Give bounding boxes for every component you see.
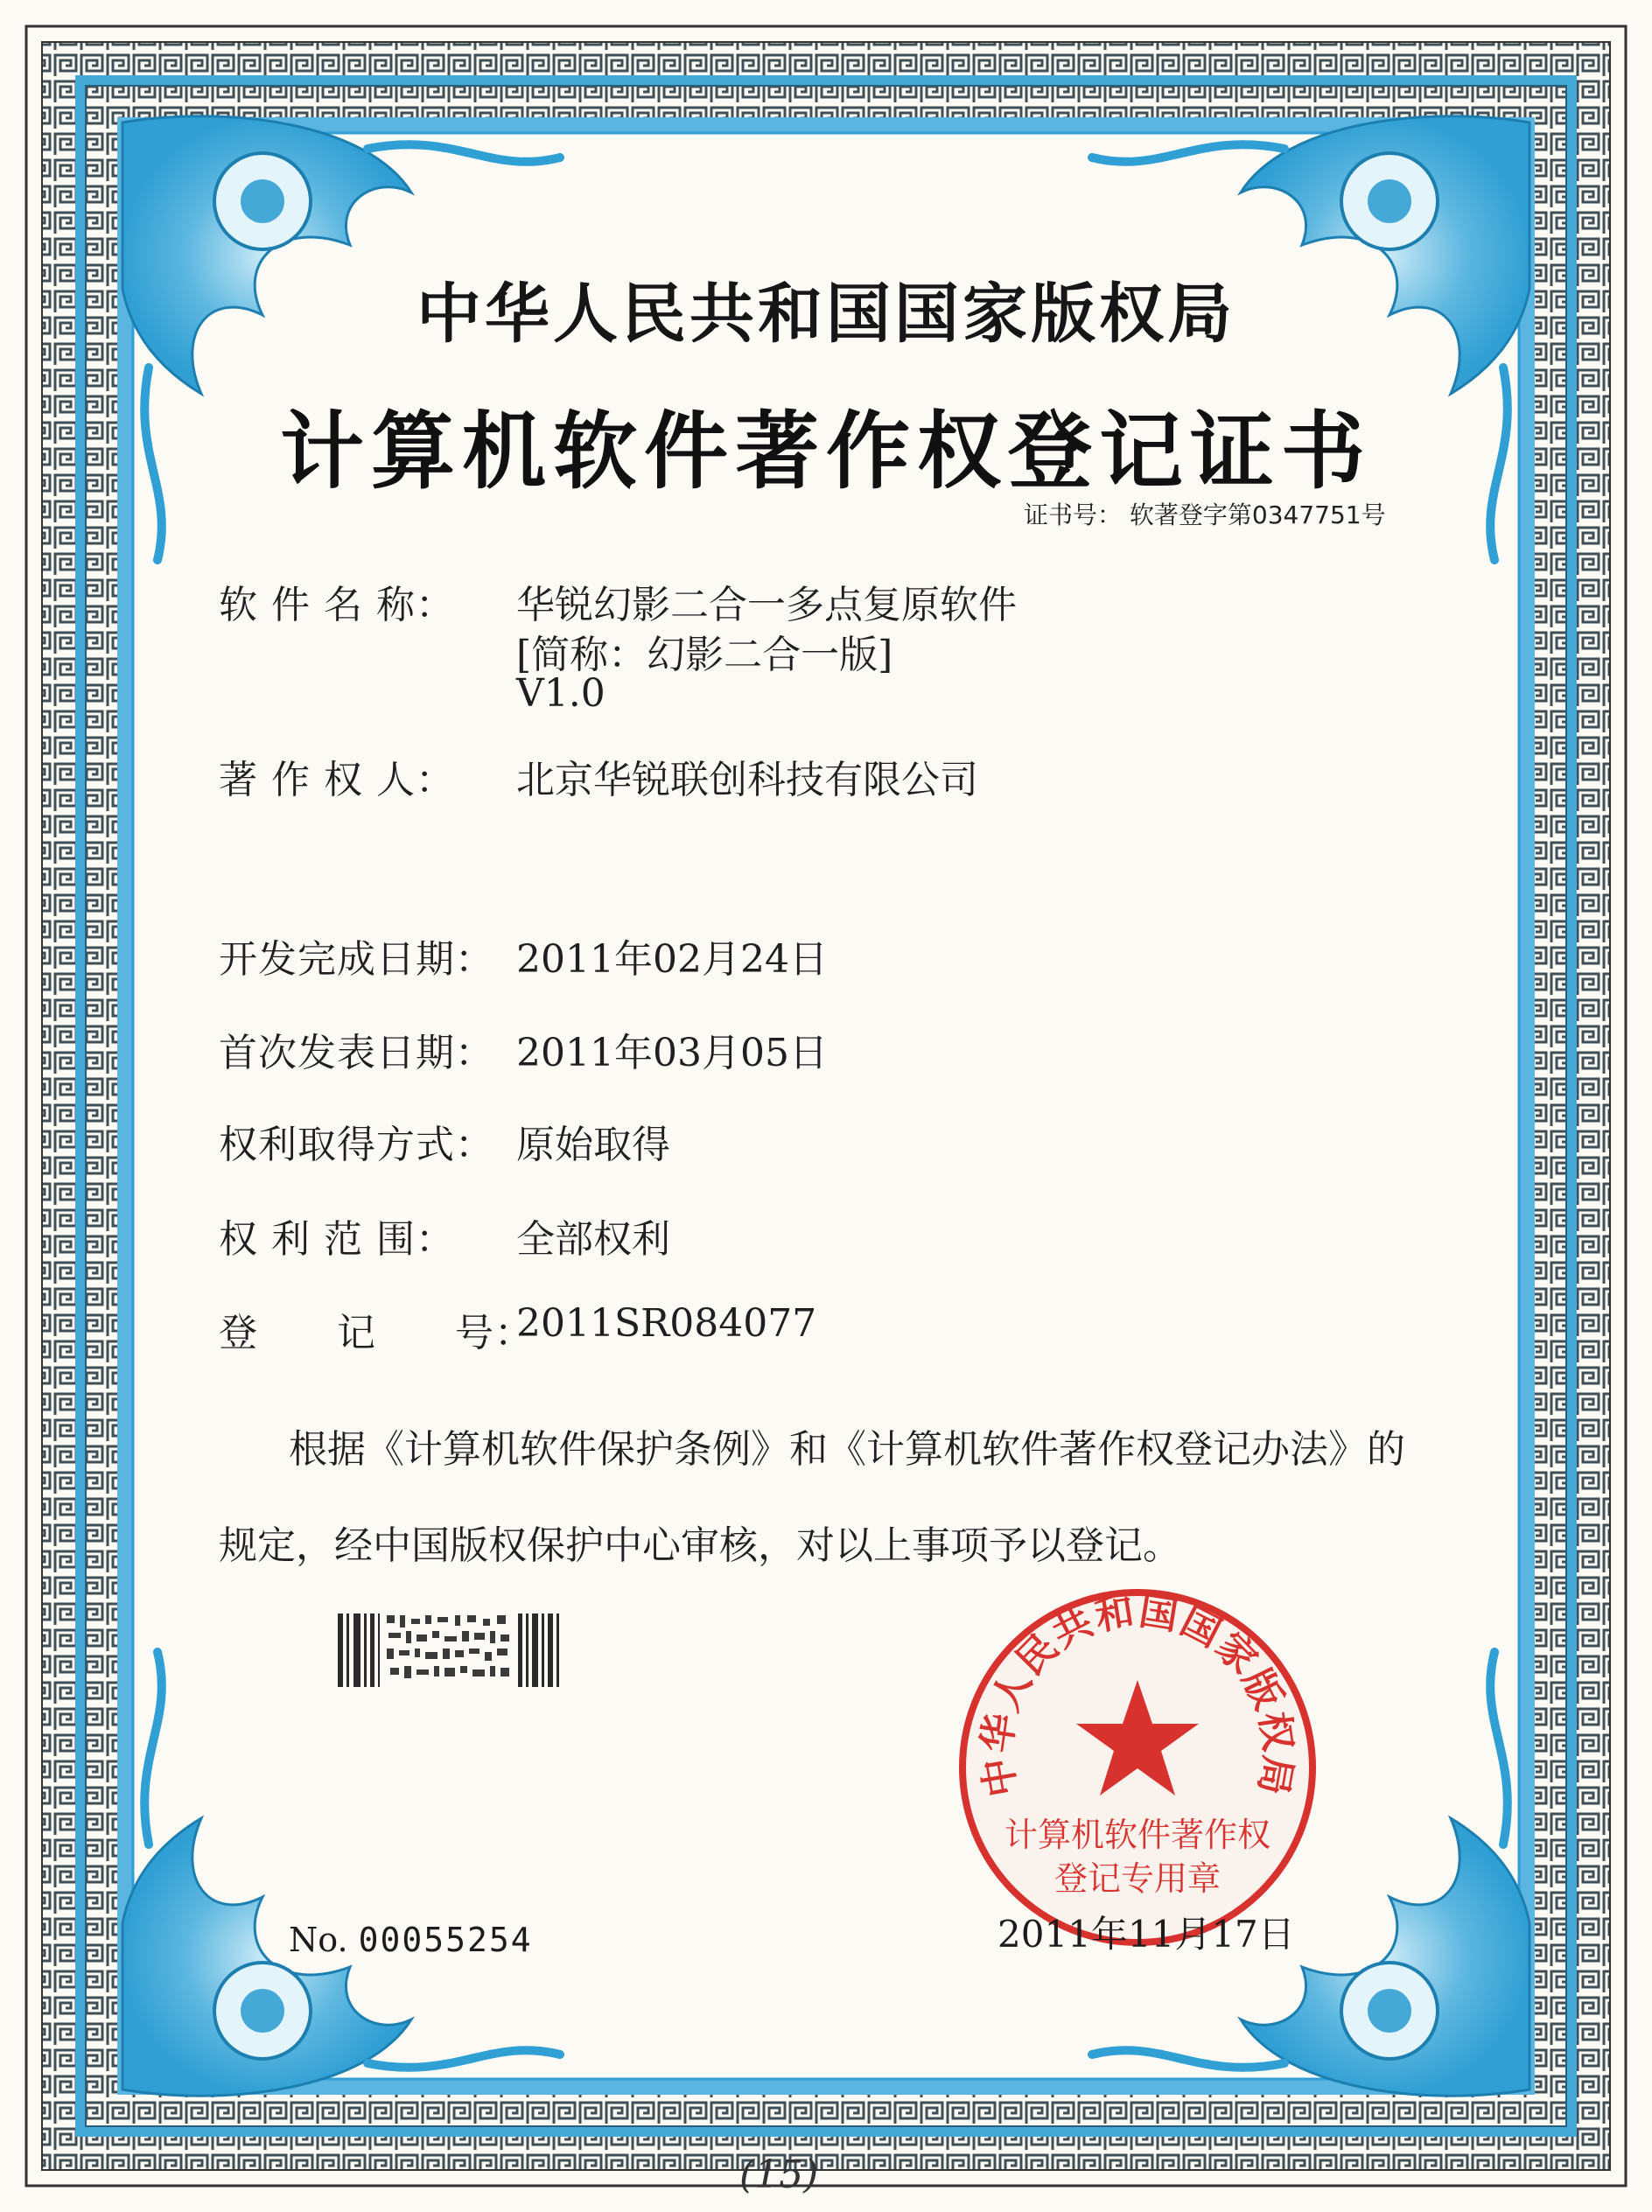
software-short-name-value: [简称：幻影二合一版]: [516, 633, 893, 677]
registration-number-value: 2011SR084077: [516, 1301, 817, 1346]
barcode-image: [334, 1610, 564, 1690]
rights-scope-label: 权 利 范 围：: [219, 1217, 455, 1262]
copyright-owner-value: 北京华锐联创科技有限公司: [516, 758, 978, 802]
software-name-label: 软 件 名 称：: [219, 583, 455, 627]
completion-date-value: 2011年02月24日: [516, 937, 828, 982]
completion-date-label: 开发完成日期：: [219, 937, 494, 982]
statement-line-2: 规定，经中国版权保护中心审核，对以上事项予以登记。: [219, 1523, 1181, 1568]
official-seal: [954, 1584, 1321, 1951]
software-version-value: V1.0: [516, 671, 606, 716]
seal-ring-text: 中华人民共和国国家版权局: [974, 1588, 1301, 1801]
software-name-value: 华锐幻影二合一多点复原软件: [516, 583, 1017, 627]
serial-number: [289, 1921, 533, 1959]
certificate-number: 证书号： 软著登字第0347751号: [1024, 500, 1386, 529]
first-publication-date-label: 首次发表日期：: [219, 1031, 494, 1075]
issue-date: 2011年11月17日: [998, 1913, 1295, 1956]
handwritten-page-mark: (15): [739, 2152, 819, 2197]
seal-center-line-2: 登记专用章: [1054, 1859, 1222, 1898]
serial-number-value: 00055254: [358, 1921, 533, 1959]
serial-prefix: No.: [289, 1921, 348, 1959]
first-publication-date-value: 2011年03月05日: [516, 1031, 828, 1075]
seal-center-line-1: 计算机软件著作权: [1004, 1816, 1271, 1854]
certificate-title: 计算机软件著作权登记证书: [280, 402, 1372, 500]
registration-number-label: 登 记 号：: [219, 1311, 534, 1355]
statement-line-1: 根据《计算机软件保护条例》和《计算机软件著作权登记办法》的: [289, 1427, 1405, 1472]
copyright-owner-label: 著 作 权 人：: [219, 758, 455, 802]
issuer-title: 中华人民共和国国家版权局: [416, 276, 1236, 352]
acquisition-method-label: 权利取得方式：: [219, 1123, 494, 1167]
rights-scope-value: 全部权利: [516, 1217, 670, 1262]
acquisition-method-value: 原始取得: [516, 1123, 670, 1167]
